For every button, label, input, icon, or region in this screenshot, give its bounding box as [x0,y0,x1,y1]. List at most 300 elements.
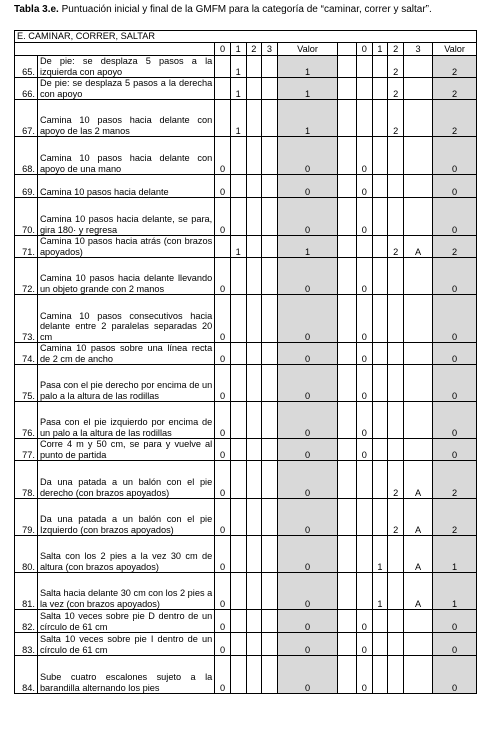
column-gap [338,137,357,175]
final-score-2: 2 [388,100,404,137]
column-gap [338,100,357,137]
final-score-3 [403,439,432,461]
final-score-1 [372,633,388,656]
table-row [15,536,477,573]
final-score-1 [372,365,388,402]
section-row [15,31,477,43]
initial-score-1 [230,633,246,656]
final-score-2 [388,198,404,236]
final-value: 2 [433,461,477,499]
column-gap [338,633,357,656]
final-value: 0 [433,610,477,633]
column-gap [338,439,357,461]
table-row [15,610,477,633]
final-score-3 [403,137,432,175]
initial-score-0: 0 [215,536,231,573]
final-value: 0 [433,439,477,461]
initial-value: 0 [277,633,337,656]
initial-score-0: 0 [215,258,231,295]
initial-score-3 [262,175,278,198]
final-score-1 [372,137,388,175]
final-score-2 [388,365,404,402]
table-row [15,78,477,100]
initial-score-2 [246,295,262,343]
final-score-2 [388,343,404,365]
initial-score-0 [215,78,231,100]
item-description: Camina 10 pasos hacia delante [37,175,214,198]
column-gap [338,365,357,402]
initial-score-1 [230,198,246,236]
table-row [15,236,477,258]
initial-score-2 [246,78,262,100]
initial-score-1 [230,439,246,461]
column-gap [338,258,357,295]
initial-value: 0 [277,499,337,536]
table-row [15,499,477,536]
initial-score-1: 1 [230,100,246,137]
item-description: Camina 10 pasos hacia atrás (con brazos apoyados) [37,236,214,258]
initial-score-1 [230,175,246,198]
final-score-0: 0 [357,365,373,402]
initial-score-0: 0 [215,439,231,461]
final-score-0: 0 [357,439,373,461]
initial-score-0: 0 [215,461,231,499]
table-row [15,295,477,343]
final-score-0: 0 [357,656,373,694]
initial-score-2 [246,461,262,499]
initial-score-1 [230,610,246,633]
column-gap [338,198,357,236]
initial-score-1 [230,137,246,175]
final-score-3: A [403,536,432,573]
initial-score-1 [230,573,246,610]
final-value-header: Valor [433,43,477,56]
initial-value: 0 [277,198,337,236]
gmfm-table [14,30,477,694]
final-value: 2 [433,56,477,78]
initial-score-1 [230,365,246,402]
final-score-3 [403,656,432,694]
final-score-1 [372,499,388,536]
final-score-3 [403,402,432,439]
initial-score-1 [230,461,246,499]
initial-score-3 [262,656,278,694]
initial-score-2-header: 2 [246,43,262,56]
item-description: Pasa con el pie derecho por encima de un palo a la altura de las rodillas [37,365,214,402]
initial-score-0 [215,56,231,78]
table-row [15,656,477,694]
final-score-3 [403,365,432,402]
item-description: Camina 10 pasos sobre una línea recta de 2 cm de ancho [37,343,214,365]
final-score-1 [372,198,388,236]
final-value: 0 [433,175,477,198]
item-description: De pie: se desplaza 5 pasos a la izquierda con apoyo [37,56,214,78]
column-gap [338,175,357,198]
initial-value: 1 [277,56,337,78]
final-score-1 [372,461,388,499]
final-score-0 [357,461,373,499]
table-row [15,402,477,439]
initial-score-1: 1 [230,236,246,258]
item-description: Corre 4 m y 50 cm, se para y vuelve al punto de partida [37,439,214,461]
final-value: 1 [433,573,477,610]
initial-score-3 [262,439,278,461]
final-score-2 [388,175,404,198]
final-score-2 [388,258,404,295]
initial-score-3 [262,633,278,656]
table-row [15,633,477,656]
initial-score-0 [215,236,231,258]
item-description: Camina 10 pasos consecutivos hacia delante entre 2 paralelas separadas 20 cm [37,295,214,343]
initial-score-0: 0 [215,295,231,343]
initial-score-1: 1 [230,56,246,78]
initial-value: 0 [277,175,337,198]
initial-score-1: 1 [230,78,246,100]
table-row [15,343,477,365]
final-score-3 [403,78,432,100]
item-description: Camina 10 pasos hacia delante, se para, gira 180· y regresa [37,198,214,236]
initial-score-2 [246,198,262,236]
final-score-3 [403,175,432,198]
final-score-3: A [403,236,432,258]
initial-score-3 [262,461,278,499]
final-score-0: 0 [357,137,373,175]
final-value: 1 [433,536,477,573]
final-value: 0 [433,295,477,343]
initial-value: 0 [277,439,337,461]
initial-score-3 [262,198,278,236]
initial-score-1 [230,656,246,694]
column-gap [338,43,357,56]
final-value: 2 [433,499,477,536]
initial-score-1 [230,343,246,365]
final-score-1 [372,343,388,365]
initial-value: 0 [277,258,337,295]
final-score-1 [372,236,388,258]
final-score-1: 1 [372,536,388,573]
final-value: 0 [433,402,477,439]
item-description: De pie: se desplaza 5 pasos a la derecha con apoyo [37,78,214,100]
final-score-1 [372,439,388,461]
initial-score-1 [230,258,246,295]
initial-score-1 [230,295,246,343]
initial-score-2 [246,499,262,536]
final-score-1-header: 1 [372,43,388,56]
final-value: 0 [433,258,477,295]
initial-value: 0 [277,656,337,694]
initial-score-3 [262,365,278,402]
final-score-1 [372,78,388,100]
item-description: Salta 10 veces sobre pie I dentro de un círculo de 61 cm [37,633,214,656]
initial-score-3 [262,236,278,258]
final-score-2 [388,656,404,694]
item-description: Salta con los 2 pies a la vez 30 cm de altura (con brazos apoyados) [37,536,214,573]
final-value: 0 [433,198,477,236]
initial-score-0: 0 [215,175,231,198]
final-score-2: 2 [388,56,404,78]
final-score-3 [403,343,432,365]
final-score-2-header: 2 [388,43,404,56]
column-gap [338,78,357,100]
final-score-3-header: 3 [403,43,432,56]
initial-score-2 [246,175,262,198]
final-score-3: A [403,573,432,610]
item-number: 71. [15,236,38,258]
table-row [15,573,477,610]
final-score-0: 0 [357,633,373,656]
initial-value: 0 [277,365,337,402]
initial-score-0: 0 [215,402,231,439]
column-gap [338,461,357,499]
final-score-0: 0 [357,295,373,343]
initial-score-0: 0 [215,610,231,633]
initial-score-3 [262,295,278,343]
initial-score-2 [246,656,262,694]
table-row [15,137,477,175]
table-row [15,198,477,236]
item-description: Camina 10 pasos hacia delante con apoyo de las 2 manos [37,100,214,137]
section-title: E. CAMINAR, CORRER, SALTAR [15,31,477,43]
initial-score-2 [246,402,262,439]
item-number: 76. [15,402,38,439]
item-description: Da una patada a un balón con el pie derecho (con brazos apoyados) [37,461,214,499]
initial-score-2 [246,365,262,402]
final-value: 0 [433,137,477,175]
initial-value: 0 [277,536,337,573]
final-score-3: A [403,499,432,536]
final-score-1 [372,258,388,295]
table-row [15,56,477,78]
initial-score-0 [215,100,231,137]
final-score-0 [357,56,373,78]
item-number: 77. [15,439,38,461]
initial-score-1 [230,402,246,439]
initial-score-3 [262,100,278,137]
initial-score-0-header: 0 [215,43,231,56]
final-score-0 [357,499,373,536]
final-score-3 [403,56,432,78]
item-number: 66. [15,78,38,100]
item-number: 70. [15,198,38,236]
final-score-2 [388,295,404,343]
final-score-3: A [403,461,432,499]
item-description: Sube cuatro escalones sujeto a la barandilla alternando los pies [37,656,214,694]
final-score-1 [372,100,388,137]
initial-score-2 [246,236,262,258]
item-number: 74. [15,343,38,365]
final-score-0: 0 [357,198,373,236]
table-row [15,175,477,198]
caption-text: Puntuación inicial y final de la GMFM para la categoría de “caminar, correr y saltar”. [58,4,432,15]
final-score-0: 0 [357,175,373,198]
initial-score-1 [230,499,246,536]
final-score-0: 0 [357,402,373,439]
initial-value: 0 [277,402,337,439]
column-gap [338,610,357,633]
final-score-3 [403,100,432,137]
initial-score-3 [262,343,278,365]
column-gap [338,295,357,343]
header-blank [15,43,215,56]
item-number: 68. [15,137,38,175]
initial-value: 1 [277,236,337,258]
table-row [15,439,477,461]
final-score-0 [357,536,373,573]
initial-score-2 [246,610,262,633]
initial-score-2 [246,56,262,78]
table-row [15,258,477,295]
initial-score-3 [262,610,278,633]
final-score-0 [357,573,373,610]
item-number: 75. [15,365,38,402]
column-gap [338,343,357,365]
initial-score-2 [246,633,262,656]
initial-score-0: 0 [215,365,231,402]
table-row [15,365,477,402]
initial-score-3 [262,573,278,610]
initial-value: 1 [277,100,337,137]
final-score-0-header: 0 [357,43,373,56]
initial-score-3 [262,258,278,295]
table-row [15,461,477,499]
final-score-0: 0 [357,258,373,295]
item-number: 69. [15,175,38,198]
item-description: Pasa con el pie izquierdo por encima de un palo a la altura de las rodillas [37,402,214,439]
item-number: 79. [15,499,38,536]
column-gap [338,536,357,573]
initial-score-3 [262,402,278,439]
final-score-2: 2 [388,499,404,536]
initial-score-2 [246,343,262,365]
initial-score-2 [246,439,262,461]
column-gap [338,573,357,610]
initial-value: 1 [277,78,337,100]
column-gap [338,402,357,439]
item-number: 80. [15,536,38,573]
initial-score-2 [246,100,262,137]
initial-score-0: 0 [215,633,231,656]
item-number: 78. [15,461,38,499]
initial-score-0: 0 [215,137,231,175]
final-score-1 [372,610,388,633]
column-gap [338,656,357,694]
final-score-2: 2 [388,461,404,499]
initial-value: 0 [277,573,337,610]
item-number: 72. [15,258,38,295]
final-score-1 [372,656,388,694]
final-score-1 [372,402,388,439]
initial-score-2 [246,573,262,610]
initial-score-1 [230,536,246,573]
item-number: 65. [15,56,38,78]
final-score-0: 0 [357,343,373,365]
column-gap [338,236,357,258]
final-score-2 [388,536,404,573]
item-description: Salta 10 veces sobre pie D dentro de un círculo de 61 cm [37,610,214,633]
initial-value: 0 [277,461,337,499]
final-score-1: 1 [372,573,388,610]
item-number: 84. [15,656,38,694]
table-caption [14,4,432,15]
initial-score-0: 0 [215,499,231,536]
item-description: Salta hacia delante 30 cm con los 2 pies a la vez (con brazos apoyados) [37,573,214,610]
item-description: Camina 10 pasos hacia delante llevando un objeto grande con 2 manos [37,258,214,295]
initial-score-0: 0 [215,656,231,694]
final-score-1 [372,56,388,78]
column-gap [338,56,357,78]
column-gap [338,499,357,536]
item-description: Da una patada a un balón con el pie Izquierdo (con brazos apoyados) [37,499,214,536]
final-score-2 [388,137,404,175]
final-value: 0 [433,365,477,402]
initial-value: 0 [277,137,337,175]
final-score-0 [357,78,373,100]
final-value: 2 [433,100,477,137]
initial-score-1-header: 1 [230,43,246,56]
item-description: Camina 10 pasos hacia delante con apoyo de una mano [37,137,214,175]
initial-value-header: Valor [277,43,337,56]
item-number: 83. [15,633,38,656]
initial-score-3-header: 3 [262,43,278,56]
final-score-2: 2 [388,236,404,258]
final-value: 0 [433,343,477,365]
final-score-1 [372,175,388,198]
initial-score-3 [262,137,278,175]
final-score-2: 2 [388,78,404,100]
initial-score-3 [262,536,278,573]
final-score-2 [388,439,404,461]
item-number: 73. [15,295,38,343]
initial-score-3 [262,78,278,100]
final-score-3 [403,610,432,633]
final-score-1 [372,295,388,343]
table-body [15,31,477,694]
final-score-0 [357,236,373,258]
header-row [15,43,477,56]
final-score-3 [403,258,432,295]
initial-score-2 [246,536,262,573]
final-score-3 [403,633,432,656]
initial-value: 0 [277,295,337,343]
final-score-2 [388,402,404,439]
initial-value: 0 [277,610,337,633]
initial-score-3 [262,56,278,78]
initial-score-2 [246,258,262,295]
final-score-0 [357,100,373,137]
final-value: 0 [433,633,477,656]
final-score-3 [403,295,432,343]
caption-label: Tabla 3.e. [14,4,59,15]
initial-score-0: 0 [215,573,231,610]
initial-score-0: 0 [215,198,231,236]
item-number: 82. [15,610,38,633]
final-value: 2 [433,236,477,258]
item-number: 67. [15,100,38,137]
initial-score-0: 0 [215,343,231,365]
final-score-2 [388,633,404,656]
final-score-0: 0 [357,610,373,633]
initial-value: 0 [277,343,337,365]
final-score-2 [388,610,404,633]
initial-score-2 [246,137,262,175]
final-score-3 [403,198,432,236]
initial-score-3 [262,499,278,536]
table-row [15,100,477,137]
final-score-2 [388,573,404,610]
final-value: 2 [433,78,477,100]
final-value: 0 [433,656,477,694]
item-number: 81. [15,573,38,610]
